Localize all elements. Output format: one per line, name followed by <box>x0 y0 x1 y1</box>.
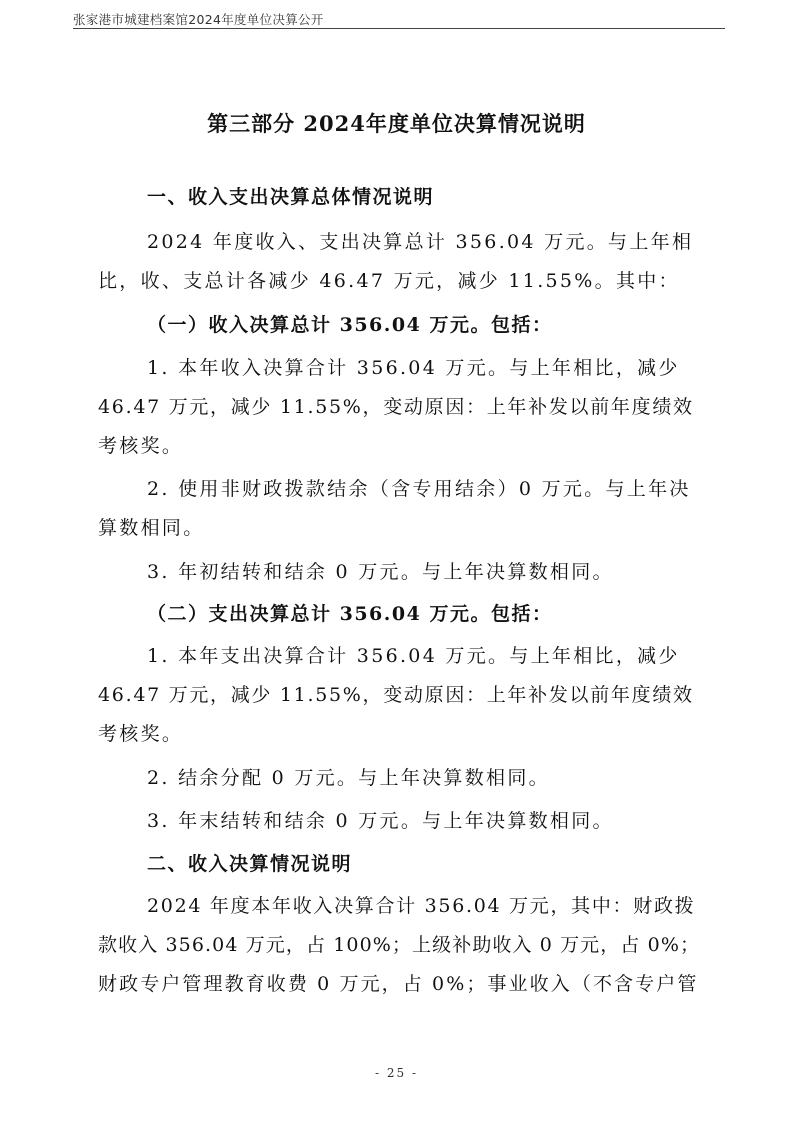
subsection-heading-expense: （二）支出决算总计 356.04 万元。包括： <box>147 603 553 625</box>
section-heading-2: 二、收入决算情况说明 <box>147 853 353 875</box>
paragraph-line: 考核奖。 <box>98 723 184 745</box>
paragraph-line: 1. 本年支出决算合计 356.04 万元。与上年相比，减少 <box>147 645 680 667</box>
paragraph-line: 2. 使用非财政拨款结余（含专用结余）0 万元。与上年决 <box>147 478 691 500</box>
paragraph-line: 比，收、支总计各减少 46.47 万元，减少 11.55%。其中： <box>98 270 680 292</box>
paragraph-line: 算数相同。 <box>98 517 205 539</box>
paragraph-line: 考核奖。 <box>98 435 184 457</box>
paragraph-line: 2. 结余分配 0 万元。与上年决算数相同。 <box>147 767 550 789</box>
header-divider <box>73 28 725 29</box>
paragraph-line: 3. 年末结转和结余 0 万元。与上年决算数相同。 <box>147 810 614 832</box>
paragraph-line: 3. 年初结转和结余 0 万元。与上年决算数相同。 <box>147 561 614 583</box>
section-heading-1: 一、收入支出决算总体情况说明 <box>147 186 435 208</box>
running-header: 张家港市城建档案馆2024年度单位决算公开 <box>73 12 324 27</box>
page-title: 第三部分 2024年度单位决算情况说明 <box>207 111 586 136</box>
paragraph-line: 财政专户管理教育收费 0 万元，占 0%；事业收入（不含专户管 <box>98 973 699 995</box>
paragraph-line: 46.47 万元，减少 11.55%，变动原因：上年补发以前年度绩效 <box>98 396 694 418</box>
page-number: - 25 - <box>374 1066 418 1080</box>
subsection-heading-income: （一）收入决算总计 356.04 万元。包括： <box>147 314 553 336</box>
paragraph-line: 1. 本年收入决算合计 356.04 万元。与上年相比，减少 <box>147 357 680 379</box>
paragraph-line: 款收入 356.04 万元，占 100%；上级补助收入 0 万元，占 0%； <box>98 934 701 956</box>
paragraph-line: 2024 年度本年收入决算合计 356.04 万元，其中：财政拨 <box>147 895 696 917</box>
paragraph-line: 2024 年度收入、支出决算总计 356.04 万元。与上年相 <box>147 231 694 253</box>
paragraph-line: 46.47 万元，减少 11.55%，变动原因：上年补发以前年度绩效 <box>98 684 694 706</box>
